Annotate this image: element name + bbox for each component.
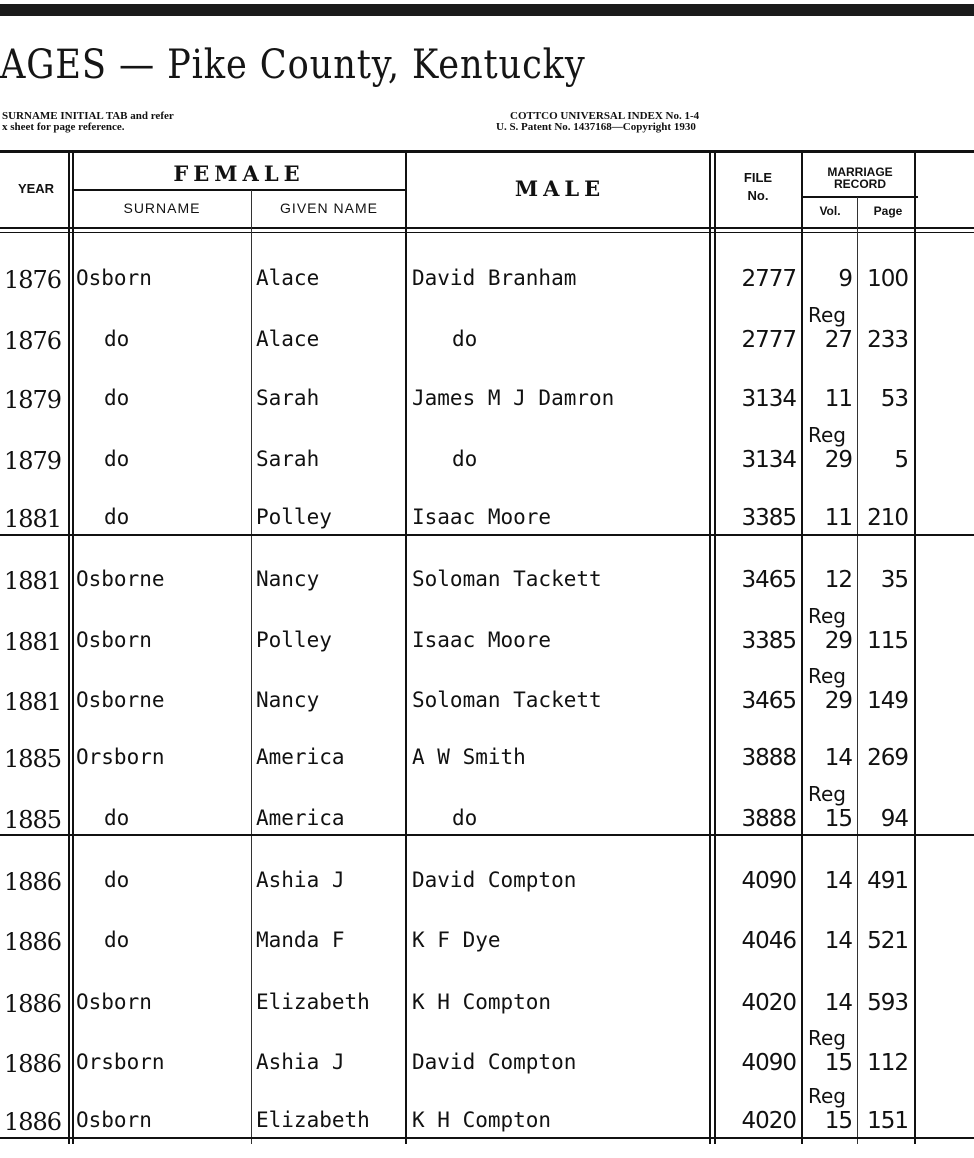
male-cell: do <box>452 806 478 830</box>
surname-cell: Osborne <box>76 688 165 712</box>
file-no-header-2: No. <box>747 188 769 203</box>
year-cell: 1876 <box>4 266 62 294</box>
year-cell: 1886 <box>4 990 62 1018</box>
surname-cell: do <box>104 386 130 410</box>
vol-cell: 11 <box>824 505 852 531</box>
surname-cell: do <box>104 327 130 351</box>
male-cell: Soloman Tackett <box>412 567 602 591</box>
register-note: Reg <box>808 1084 846 1108</box>
female-header: FEMALE <box>173 161 305 186</box>
given-name-cell: Sarah <box>256 386 320 410</box>
header-bottom-rule-2 <box>0 232 974 233</box>
page-cell: 521 <box>867 928 908 954</box>
given-name-cell: Manda F <box>256 928 345 952</box>
male-cell: David Compton <box>412 868 577 892</box>
instruction-line-2: x sheet for page reference. <box>2 121 125 133</box>
given-name-cell: Nancy <box>256 567 320 591</box>
vol-cell: 15 <box>824 1050 852 1076</box>
page-cell: 53 <box>880 386 908 412</box>
year-cell: 1886 <box>4 928 62 956</box>
file-no-cell: 3134 <box>741 386 796 412</box>
col-rule-file <box>801 152 803 1144</box>
page-cell: 210 <box>867 505 908 531</box>
year-cell: 1885 <box>4 806 62 834</box>
page-cell: 100 <box>867 266 908 292</box>
page-cell: 94 <box>880 806 908 832</box>
vol-cell: 11 <box>824 386 852 412</box>
male-cell: K F Dye <box>412 928 501 952</box>
bottom-rule <box>0 1137 974 1139</box>
header-bottom-rule-1 <box>0 227 974 229</box>
surname-cell: do <box>104 806 130 830</box>
vol-cell: 14 <box>824 928 852 954</box>
register-note: Reg <box>808 664 846 688</box>
male-cell: David Compton <box>412 1050 577 1074</box>
surname-cell: Osborne <box>76 567 165 591</box>
page-cell: 149 <box>867 688 908 714</box>
page-cell: 5 <box>894 447 908 473</box>
year-cell: 1881 <box>4 505 62 533</box>
surname-cell: Osborn <box>76 990 152 1014</box>
male-cell: David Branham <box>412 266 577 290</box>
col-rule-given <box>405 152 407 1144</box>
page-title: AGES — Pike County, Kentucky <box>0 42 586 88</box>
surname-cell: do <box>104 447 130 471</box>
year-cell: 1881 <box>4 688 62 716</box>
col-rule-year <box>68 152 70 1144</box>
page-header: Page <box>873 204 903 218</box>
year-cell: 1885 <box>4 745 62 773</box>
file-no-cell: 3465 <box>741 688 796 714</box>
vol-cell: 15 <box>824 806 852 832</box>
col-rule-page <box>914 152 916 1144</box>
year-cell: 1881 <box>4 628 62 656</box>
vol-cell: 15 <box>824 1108 852 1134</box>
file-no-cell: 4046 <box>741 928 796 954</box>
file-no-header-1: FILE <box>743 170 773 185</box>
year-cell: 1879 <box>4 447 62 475</box>
given-name-header: GIVEN NAME <box>280 200 378 216</box>
male-cell: Soloman Tackett <box>412 688 602 712</box>
surname-cell: do <box>104 868 130 892</box>
surname-cell: do <box>104 928 130 952</box>
given-name-cell: Elizabeth <box>256 1108 370 1132</box>
vol-cell: 27 <box>824 327 852 353</box>
male-cell: do <box>452 447 478 471</box>
top-border <box>0 4 974 16</box>
file-no-cell: 4090 <box>741 868 796 894</box>
register-note: Reg <box>808 604 846 628</box>
male-cell: Isaac Moore <box>412 628 552 652</box>
file-no-cell: 2777 <box>741 266 796 292</box>
given-name-cell: Ashia J <box>256 1050 345 1074</box>
group-rule-2 <box>0 834 974 836</box>
vol-cell: 29 <box>824 628 852 654</box>
given-name-cell: Elizabeth <box>256 990 370 1014</box>
vol-cell: 9 <box>838 266 852 292</box>
file-no-cell: 3888 <box>741 745 796 771</box>
group-rule-1 <box>0 534 974 536</box>
vol-cell: 29 <box>824 447 852 473</box>
file-no-cell: 3465 <box>741 567 796 593</box>
vol-cell: 12 <box>824 567 852 593</box>
marriage-underline <box>802 196 918 198</box>
surname-header: SURNAME <box>123 200 201 216</box>
col-rule-male <box>709 152 711 1144</box>
header-top-rule <box>0 150 974 153</box>
col-rule-surname <box>251 190 252 1144</box>
page-cell: 35 <box>880 567 908 593</box>
file-no-cell: 4020 <box>741 990 796 1016</box>
vol-cell: 29 <box>824 688 852 714</box>
year-cell: 1876 <box>4 327 62 355</box>
given-name-cell: Alace <box>256 327 320 351</box>
page-cell: 151 <box>867 1108 908 1134</box>
register-note: Reg <box>808 423 846 447</box>
given-name-cell: Ashia J <box>256 868 345 892</box>
page-cell: 112 <box>867 1050 908 1076</box>
male-cell: Isaac Moore <box>412 505 552 529</box>
surname-cell: Osborn <box>76 266 152 290</box>
given-name-cell: Nancy <box>256 688 320 712</box>
year-cell: 1886 <box>4 1108 62 1136</box>
male-cell: James M J Damron <box>412 386 615 410</box>
file-no-cell: 2777 <box>741 327 796 353</box>
surname-cell: Orsborn <box>76 1050 165 1074</box>
male-cell: do <box>452 327 478 351</box>
given-name-cell: America <box>256 745 345 769</box>
page-cell: 269 <box>867 745 908 771</box>
vol-header: Vol. <box>819 204 841 218</box>
year-header: YEAR <box>17 181 55 196</box>
file-no-cell: 3385 <box>741 628 796 654</box>
year-cell: 1879 <box>4 386 62 414</box>
col-rule-vol <box>857 197 858 1144</box>
vol-cell: 14 <box>824 745 852 771</box>
instruction-line-1: SURNAME INITIAL TAB and refer <box>2 110 174 122</box>
year-cell: 1886 <box>4 868 62 896</box>
marriage-record-header-1: MARRIAGE <box>827 165 893 179</box>
male-header: MALE <box>514 176 606 201</box>
col-rule-male-2 <box>714 152 716 1144</box>
surname-cell: Orsborn <box>76 745 165 769</box>
given-name-cell: Alace <box>256 266 320 290</box>
female-underline <box>72 189 406 191</box>
male-cell: K H Compton <box>412 1108 552 1132</box>
vol-cell: 14 <box>824 990 852 1016</box>
col-rule-year-2 <box>72 152 74 1144</box>
male-cell: A W Smith <box>412 745 526 769</box>
file-no-cell: 3888 <box>741 806 796 832</box>
file-no-cell: 3134 <box>741 447 796 473</box>
file-no-cell: 3385 <box>741 505 796 531</box>
surname-cell: Osborn <box>76 628 152 652</box>
file-no-cell: 4020 <box>741 1108 796 1134</box>
page-cell: 233 <box>867 327 908 353</box>
surname-cell: Osborn <box>76 1108 152 1132</box>
given-name-cell: America <box>256 806 345 830</box>
given-name-cell: Sarah <box>256 447 320 471</box>
file-no-cell: 4090 <box>741 1050 796 1076</box>
male-cell: K H Compton <box>412 990 552 1014</box>
register-note: Reg <box>808 782 846 806</box>
year-cell: 1886 <box>4 1050 62 1078</box>
vol-cell: 14 <box>824 868 852 894</box>
register-note: Reg <box>808 1026 846 1050</box>
page-cell: 115 <box>867 628 908 654</box>
given-name-cell: Polley <box>256 505 332 529</box>
surname-cell: do <box>104 505 130 529</box>
page-cell: 491 <box>867 868 908 894</box>
given-name-cell: Polley <box>256 628 332 652</box>
publisher-line-1: COTTCO UNIVERSAL INDEX No. 1-4 <box>510 110 700 122</box>
year-cell: 1881 <box>4 567 62 595</box>
page-cell: 593 <box>867 990 908 1016</box>
register-note: Reg <box>808 303 846 327</box>
publisher-line-2: U. S. Patent No. 1437168—Copyright 1930 <box>496 121 696 133</box>
marriage-record-header-2: RECORD <box>833 177 886 191</box>
